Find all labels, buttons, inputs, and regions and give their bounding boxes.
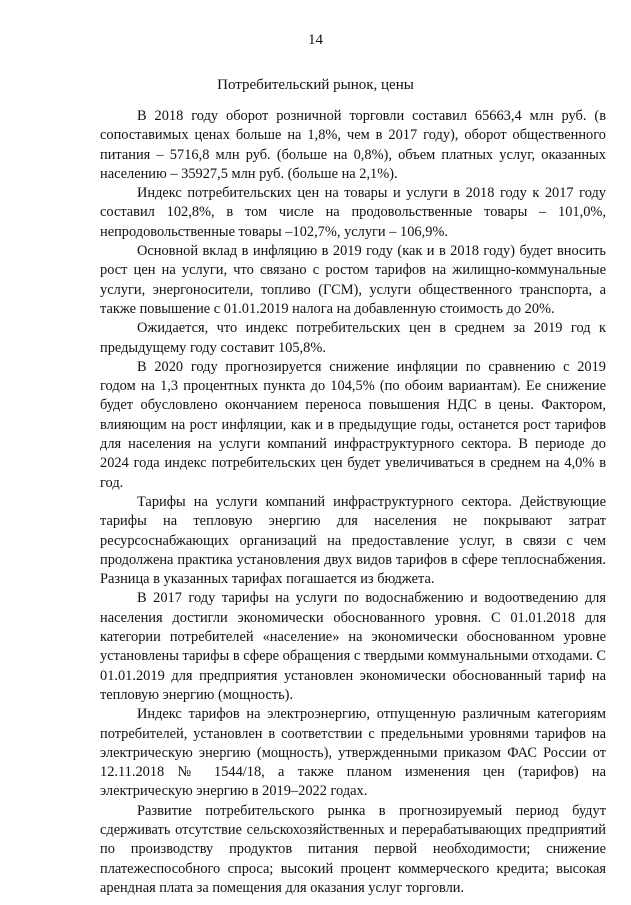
paragraph-inflation-forecast: В 2020 году прогнозируется снижение инфляции по сравнению с 2019 годом на 1,3 процентных пункта до 104,5% (по обоим вариантам). Ее снижение будет обусловлено окончанием переноса повышения НДС в цены. Фактором, влияющим на рост инфляции, как и в предыдущие годы, останется рост тарифов для населения на услуги компаний инфраструктурного сектора. В периоде до 2024 года индекс потребительских цен будет увеличиваться в среднем на 4,0% в год. xyxy=(100,358,606,491)
paragraph-water-tariffs: В 2017 году тарифы на услуги по водоснабжению и водоотведению для населения достигли экономически обоснованного уровня. С 01.01.2018 для категории потребителей «население» на экономически обоснованном уровне установлены тарифы в сфере обращения с твердыми коммунальными отходами. С 01.01.2019 для предприятия установлен экономически обоснованный тариф на тепловую энергию (мощность). xyxy=(100,590,606,703)
paragraph-market-development: Развитие потребительского рынка в прогнозируемый период будут сдерживать отсутствие сельскохозяйственных и перерабатывающих предприятий по производству продуктов питания первой необходимости; снижение платежеспособного спроса; высокий процент коммерческого кредита; высокая арендная плата за помещения для оказания услуг торговли. xyxy=(100,802,606,896)
paragraph-retail-turnover: В 2018 году оборот розничной торговли составил 65663,4 млн руб. (в сопоставимых ценах больше на 1,8%, чем в 2017 году), оборот общественного питания – 5716,8 млн руб. (больше на 0,8%), объем платных услуг, оказанных населению – 35927,5 млн руб. (больше на 2,1%). xyxy=(100,108,606,182)
page-number: 14 xyxy=(308,32,323,48)
paragraph-expected-index: Ожидается, что индекс потребительских цен в среднем за 2019 год к предыдущему году составит 105,8%. xyxy=(100,320,606,356)
body-text xyxy=(100,107,606,898)
section-heading: Потребительский рынок, цены xyxy=(217,77,414,93)
paragraph-electricity-tariffs: Индекс тарифов на электроэнергию, отпущенную различным категориям потребителей, установлен в соответствии с предельными уровнями тарифов на электрическую энергию (мощность), утвержденными приказом ФАС России от 12.11.2018 № 1544/18, а также планом изменения цен (тарифов) на электрическую энергию в 2019–2022 годах. xyxy=(100,706,606,800)
paragraph-inflation-contribution: Основной вклад в инфляцию в 2019 году (как и в 2018 году) будет вносить рост цен на услуги, что связано с ростом тарифов на жилищно-коммунальные услуги, энергоносители, топливо (ГСМ), услуги общественного транспорта, а также повышение с 01.01.2019 налога на добавленную стоимость до 20%. xyxy=(100,243,606,317)
paragraph-infrastructure-tariffs: Тарифы на услуги компаний инфраструктурного сектора. Действующие тарифы на тепловую энергию для населения не покрывают затрат ресурсоснабжающих организаций на предоставление услуг, в связи с чем продолжена практика установления двух видов тарифов в сфере теплоснабжения. Разница в указанных тарифах погашается из бюджета. xyxy=(100,493,606,588)
paragraph-consumer-price-index: Индекс потребительских цен на товары и услуги в 2018 году к 2017 году составил 102,8%, в том числе на продовольственные товары – 101,0%, непродовольственные товары –102,7%, услуги – 106,9%. xyxy=(100,185,606,240)
